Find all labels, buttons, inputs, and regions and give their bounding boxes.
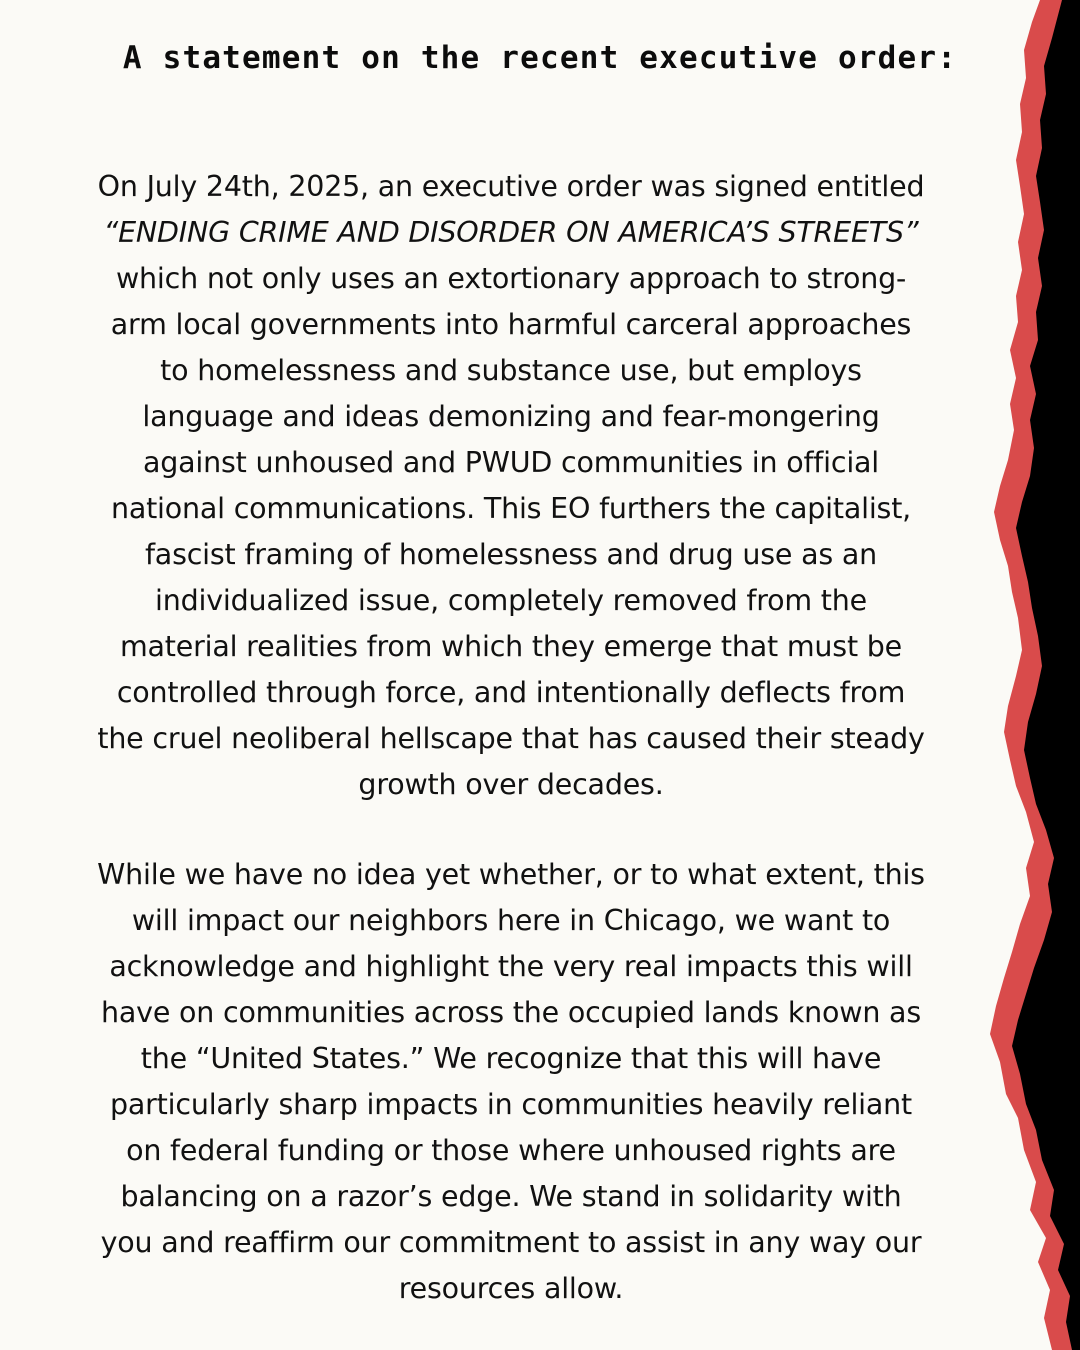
text-line: growth over decades.: [358, 768, 664, 801]
executive-order-title: “ENDING CRIME AND DISORDER ON AMERICA’S STREETS”: [103, 216, 919, 249]
text-line: on federal funding or those where unhoused rights are: [126, 1134, 896, 1167]
text-line: language and ideas demonizing and fear-mongering: [142, 400, 880, 433]
text-line: resources allow.: [398, 1272, 624, 1305]
text-line: individualized issue, completely removed from the: [155, 584, 867, 617]
text-line: acknowledge and highlight the very real impacts this will: [109, 950, 913, 983]
text-line: against unhoused and PWUD communities in official: [142, 446, 880, 479]
text-line: the cruel neoliberal hellscape that has caused their steady: [97, 722, 925, 755]
text-line: you and reaffirm our commitment to assist in any way our: [100, 1226, 922, 1259]
text-line: to homelessness and substance use, but employs: [160, 354, 862, 387]
text-line: While we have no idea yet whether, or to what extent, this: [97, 858, 925, 891]
text-line: balancing on a razor’s edge. We stand in solidarity with: [120, 1180, 902, 1213]
text-line: material realities from which they emerge that must be: [119, 630, 903, 663]
text-line: controlled through force, and intentionally deflects from: [116, 676, 906, 709]
text-line: arm local governments into harmful carceral approaches: [110, 308, 912, 341]
paragraph-1: [22, 164, 1000, 808]
text-line: particularly sharp impacts in communities heavily reliant: [110, 1088, 912, 1121]
red-torn-strip: [990, 0, 1080, 1350]
text-line: will impact our neighbors here in Chicago, we want to: [131, 904, 891, 937]
black-torn-strip: [1012, 0, 1080, 1350]
text-line: fascist framing of homelessness and drug use as an: [144, 538, 878, 571]
text-line: the “United States.” We recognize that this will have: [140, 1042, 882, 1075]
text-line: which not only uses an extortionary approach to strong-: [115, 262, 907, 295]
page-title: A statement on the recent executive order:: [122, 40, 958, 76]
paragraph-2: [22, 852, 1000, 1312]
text-line: have on communities across the occupied lands known as: [101, 996, 921, 1029]
text-line: national communications. This EO furthers the capitalist,: [110, 492, 912, 525]
text-line: On July 24th, 2025, an executive order was signed entitled: [97, 170, 925, 203]
